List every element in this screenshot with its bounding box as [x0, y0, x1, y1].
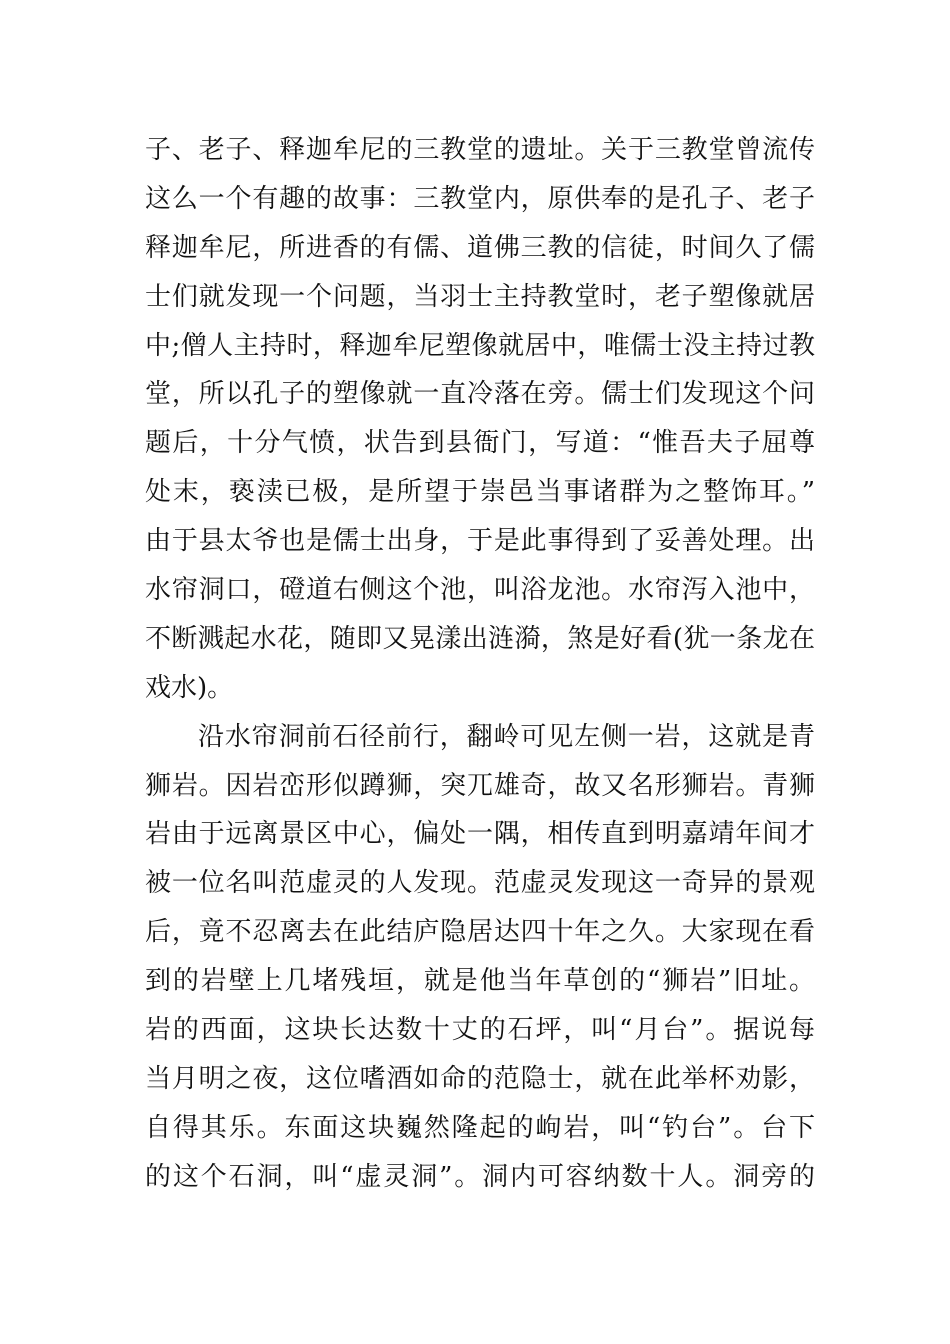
paragraph-end-line: 戏水)。	[145, 672, 234, 703]
text-line: 的这个石洞，叫“虚灵洞”。洞内可容纳数十人。洞旁的	[145, 1161, 815, 1192]
text-line: 释迦牟尼，所进香的有儒、道佛三教的信徒，时间久了儒	[145, 232, 815, 263]
paragraph-first-line: 沿水帘洞前石径前行，翻岭可见左侧一岩，这就是青	[198, 721, 815, 752]
text-line: 岩的西面，这块长达数十丈的石坪，叫“月台”。据说每	[145, 1015, 815, 1046]
text-line: 狮岩。因岩峦形似蹲狮，突兀雄奇，故又名形狮岩。青狮	[145, 770, 815, 801]
text-line: 由于县太爷也是儒士出身，于是此事得到了妥善处理。出	[145, 526, 815, 557]
body-text	[145, 126, 815, 1202]
text-line: 到的岩壁上几堵残垣，就是他当年草创的“狮岩”旧址。	[145, 966, 815, 997]
text-line: 这么一个有趣的故事：三教堂内，原供奉的是孔子、老子	[145, 183, 815, 214]
text-line: 不断溅起水花，随即又晃漾出涟漪，煞是好看(犹一条龙在	[145, 623, 815, 654]
text-line: 处末，亵渎已极，是所望于崇邑当事诸群为之整饰耳。”	[145, 477, 815, 508]
text-line: 中;僧人主持时，释迦牟尼塑像就居中，唯儒士没主持过教	[145, 330, 815, 361]
text-line: 水帘洞口，磴道右侧这个池，叫浴龙池。水帘泻入池中，	[145, 575, 815, 606]
text-line: 被一位名叫范虚灵的人发现。范虚灵发现这一奇异的景观	[145, 868, 815, 899]
text-line: 子、老子、释迦牟尼的三教堂的遗址。关于三教堂曾流传	[145, 135, 815, 165]
text-line: 自得其乐。东面这块巍然隆起的岣岩，叫“钓台”。台下	[145, 1112, 815, 1143]
text-line: 题后，十分气愤，状告到县衙门，写道：“惟吾夫子屈尊	[145, 428, 815, 459]
text-line: 后，竟不忍离去在此结庐隐居达四十年之久。大家现在看	[145, 917, 815, 948]
text-line: 岩由于远离景区中心，偏处一隅，相传直到明嘉靖年间才	[145, 819, 815, 850]
text-line: 当月明之夜，这位嗜酒如命的范隐士，就在此举杯劝影，	[145, 1063, 815, 1094]
text-line: 堂，所以孔子的塑像就一直冷落在旁。儒士们发现这个问	[145, 379, 815, 410]
text-line: 士们就发现一个问题，当羽士主持教堂时，老子塑像就居	[145, 281, 815, 312]
